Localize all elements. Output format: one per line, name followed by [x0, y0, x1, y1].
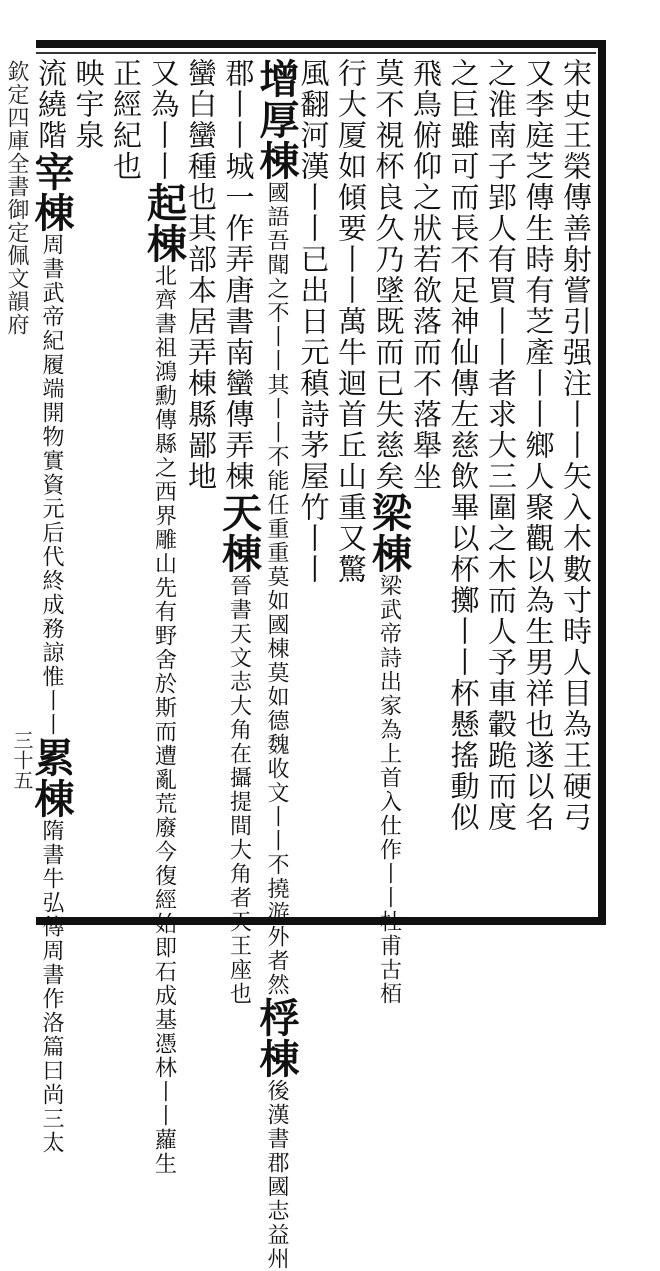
headword: 桴棟 — [253, 997, 300, 1079]
top-border — [36, 40, 606, 48]
headword: 增厚棟 — [253, 58, 300, 181]
column-text: 莫不視杯良久乃墜既而已失慈矣 — [371, 58, 406, 492]
text-column — [331, 58, 371, 585]
text-column — [140, 58, 188, 1176]
annotation-text: 國語吾聞之不丨丨其丨丨不能任重重莫如國棟莫如德魏收文丨丨不撓游外者然 — [264, 181, 289, 997]
column-text: 行大厦如傾要丨丨萬牛迴首丘山重又驚 — [334, 58, 368, 585]
inner-rule — [36, 52, 596, 54]
column-text: 正經紀也 — [109, 58, 143, 182]
text-column — [106, 58, 146, 182]
bottom-border — [36, 917, 606, 925]
page-number — [8, 730, 34, 794]
headword: 宰棟 — [28, 151, 75, 233]
column-text: 飛鳥俯仰之狀若欲落而不落舉坐 — [409, 58, 443, 492]
annotation-text: 後漢書郡國志益州 — [264, 1079, 289, 1271]
text-column — [406, 58, 446, 492]
text-column — [444, 58, 484, 833]
column-text: 之淮南子郢人有買丨丨者求大三圍之木而人予車轂跪而度 — [484, 58, 518, 833]
text-column — [28, 58, 75, 1155]
margin-note-text: 欽定四庫全書御定佩文韻府 — [4, 60, 29, 336]
column-text: 郡丨丨城一作弄唐書南蠻傳弄棟 — [221, 58, 256, 492]
page-number-text: 三十五 — [10, 730, 34, 790]
text-column — [215, 58, 263, 1006]
text-column — [69, 58, 109, 151]
column-text: 宋史王榮傳善射嘗引强注丨丨矢入木數寸時人目為王硬弓 — [559, 58, 593, 833]
annotation-text: 北齊書祖鴻勳傳縣之西界雕山先有野舍於斯而遭亂荒廢今復經始即石成基憑林丨丨蘿生 — [151, 264, 177, 1176]
headword: 天棟 — [215, 492, 263, 574]
headword: 起棟 — [140, 182, 188, 264]
text-column — [519, 58, 559, 833]
column-text: 又為丨丨 — [146, 58, 181, 182]
text-column — [556, 58, 596, 833]
margin-note — [2, 60, 36, 340]
text-column — [253, 58, 300, 1271]
text-column — [481, 58, 521, 833]
annotation-text: 周書武帝紀履端開物實資元后代終成務諒惟丨丨 — [39, 233, 64, 737]
text-column — [181, 58, 221, 492]
column-text: 映宇泉 — [71, 58, 106, 151]
column-text: 又李庭芝傳生時有芝產丨丨鄉人聚觀以為生男祥也遂以名 — [521, 58, 556, 833]
text-column — [365, 58, 413, 1006]
annotation-text: 梁武帝詩出家為上首入仕作丨丨杜甫古栢 — [376, 574, 402, 1006]
headword: 累棟 — [28, 737, 75, 819]
column-text: 風翻河漢丨丨已出日元稹詩茅屋竹丨丨 — [296, 58, 331, 585]
column-text: 蠻白蠻種也其部本居弄棟縣鄙地 — [184, 58, 218, 492]
annotation-text: 隋書牛弘傳周書作洛篇曰尚三太 — [39, 819, 64, 1155]
right-border — [598, 40, 606, 925]
column-text: 流繞階 — [34, 58, 68, 151]
column-text: 之巨雖可而長不足神仙傳左慈飲畢以杯擲丨丨杯懸搖動似 — [446, 58, 481, 833]
annotation-text: 晉書天文志大角在攝提間大角者天王座也 — [226, 574, 252, 1006]
headword: 梁棟 — [365, 492, 413, 574]
